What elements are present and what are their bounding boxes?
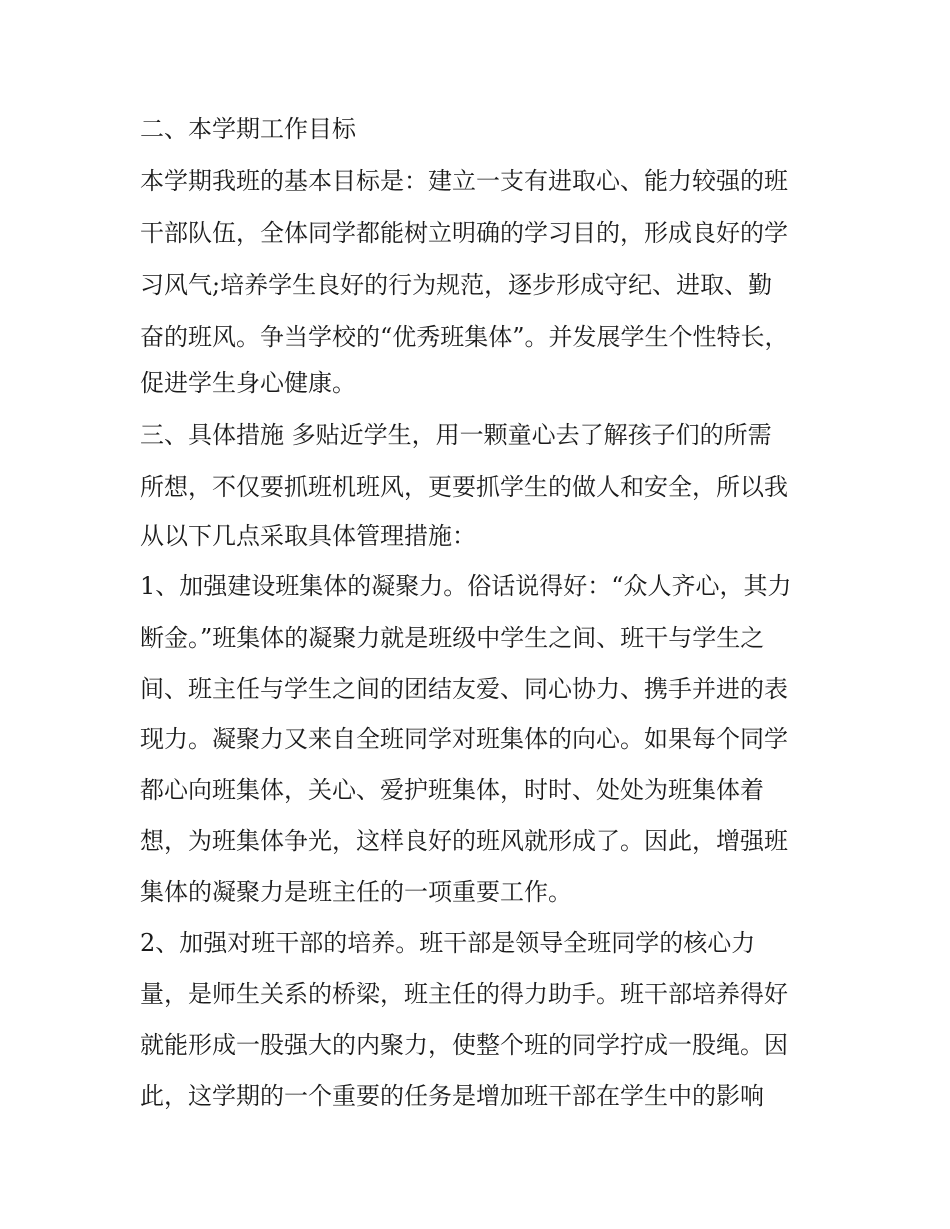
text-line: 从以下几点采取具体管理措施： [140, 522, 476, 550]
text-line: 所想，不仅要抓班机班风，更要抓学生的做人和安全，所以我 [140, 473, 788, 501]
section-heading-measures: 三、具体措施 多贴近学生，用一颗童心去了解孩子们的所需 [140, 421, 772, 449]
text-line: 现力。凝聚力又来自全班同学对班集体的向心。如果每个同学 [140, 725, 788, 753]
text-line: 习风气;培养学生良好的行为规范，逐步形成守纪、进取、勤 [140, 271, 773, 299]
list-item-2: 2、加强对班干部的培养。班干部是领导全班同学的核心力 [140, 929, 756, 957]
text-line: 本学期我班的基本目标是：建立一支有进取心、能力较强的班 [140, 167, 788, 195]
text-line: 就能形成一股强大的内聚力，使整个班的同学拧成一股绳。因 [140, 1031, 788, 1059]
section-heading-goals: 二、本学期工作目标 [140, 115, 356, 143]
text-line: 想，为班集体争光，这样良好的班风就形成了。因此，增强班 [140, 827, 788, 855]
text-line: 断金。”班集体的凝聚力就是班级中学生之间、班干与学生之 [140, 624, 765, 652]
text-line: 此，这学期的一个重要的任务是增加班干部在学生中的影响 [140, 1082, 764, 1110]
text-line: 都心向班集体，关心、爱护班集体，时时、处处为班集体着 [140, 776, 764, 804]
text-line: 集体的凝聚力是班主任的一项重要工作。 [140, 878, 572, 906]
text-line: 间、班主任与学生之间的团结友爱、同心协力、携手并进的表 [140, 675, 788, 703]
text-line: 量，是师生关系的桥梁，班主任的得力助手。班干部培养得好 [140, 980, 788, 1008]
text-line: 奋的班风。争当学校的“优秀班集体”。并发展学生个性特长， [140, 323, 789, 351]
text-line: 促进学生身心健康。 [140, 369, 356, 397]
text-line: 干部队伍，全体同学都能树立明确的学习目的，形成良好的学 [140, 219, 788, 247]
list-item-1: 1、加强建设班集体的凝聚力。俗话说得好：“众人齐心，其力 [140, 572, 792, 600]
